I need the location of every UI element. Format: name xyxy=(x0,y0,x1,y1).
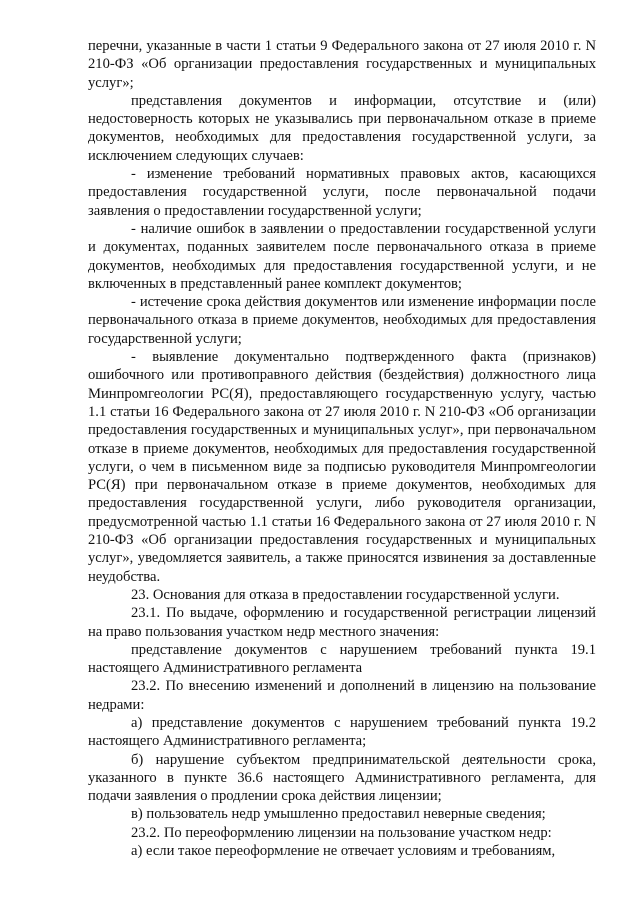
list-item: а) представление документов с нарушением требований пункта 19.2 настоящего Административного регламента; xyxy=(88,714,596,750)
list-item: б) нарушение субъектом предпринимательской деятельности срока, указанного в пункте 36.6 настоящего Административного регламента, для подачи заявления о продлении срока действия лицензии; xyxy=(88,751,596,805)
paragraph: представления документов и информации, отсутствие и (или) недостоверность которых не указывались при первоначальном отказе в приеме документов, необходимых для предоставления государственной услуги, за исключением следующих случаев: xyxy=(88,92,596,164)
subsection-heading: 23.1. По выдаче, оформлению и государственной регистрации лицензий на право пользования участком недр местного значения: xyxy=(88,605,596,640)
list-item: - наличие ошибок в заявлении о предоставлении государственной услуги и документах, поданных заявителем после первоначального отказа в приеме документов, необходимых для предоставления государственной услуги, и не включенных в представленный ранее комплект документов; xyxy=(88,220,596,292)
list-item: в) пользователь недр умышленно предоставил неверные сведения; xyxy=(131,806,546,823)
list-item: - изменение требований нормативных правовых актов, касающихся предоставления государственной услуги, после первоначальной подачи заявления о предоставлении государственной услуги; xyxy=(88,166,596,219)
section-heading: 23. Основания для отказа в предоставлении государственной услуги. xyxy=(131,586,560,603)
list-item: - истечение срока действия документов или изменение информации после первоначального отказа в приеме документов, необходимых для предоставления государственной услуги; xyxy=(88,294,596,347)
paragraph: представление документов с нарушением требований пункта 19.1 настоящего Административного регламента xyxy=(88,641,596,677)
list-item: а) если такое переоформление не отвечает условиям и требованиям, xyxy=(131,843,556,860)
document-page xyxy=(88,37,596,860)
list-item: - выявление документально подтвержденного факта (признаков) ошибочного или противоправного действия (бездействия) должностного лица Минпромгеологии РС(Я), предоставляющего государственную услугу, частью 1.1 статьи 16 Федерального закона от 27 июля 2010 г. N 210-ФЗ «Об организации предоставления государственных и муниципальных услуг», при первоначальном отказе в приеме документов, необходимых для предоставления государственной услуги, о чем в письменном виде за подписью руководителя Минпромгеологии РС(Я) при первоначальном отказе в приеме документов, необходимых для предоставления государственной услуги, либо руководителя организации, предусмотренной частью 1.1 статьи 16 Федерального закона от 27 июля 2010 г. N 210-ФЗ «Об организации предоставления государственных и муниципальных услуг», уведомляется заявитель, а также приносятся извинения за доставленные неудобства. xyxy=(88,349,596,585)
subsection-heading: 23.2. По внесению изменений и дополнений в лицензию на пользование недрами: xyxy=(88,678,596,713)
subsection-heading: 23.2. По переоформлению лицензии на пользование участком недр: xyxy=(131,824,552,841)
paragraph: перечни, указанные в части 1 статьи 9 Федерального закона от 27 июля 2010 г. N 210-ФЗ «Об организации предоставления государственных и муниципальных услуг»; xyxy=(88,38,596,91)
